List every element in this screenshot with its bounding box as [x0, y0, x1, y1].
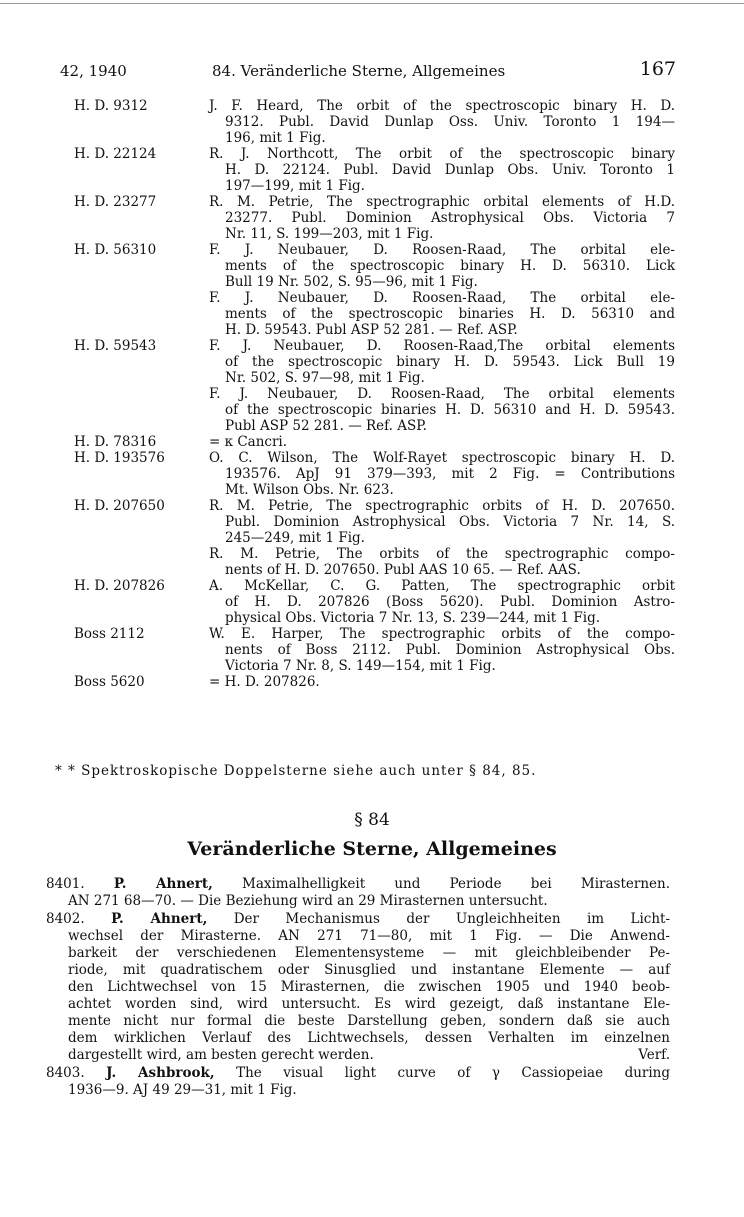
abstract-line: barkeit der verschiedenen Elementensysteme — mit gleichbleibender Pe- — [68, 945, 670, 961]
author-signature: Verf. — [638, 1047, 670, 1063]
abstract-item — [46, 876, 670, 910]
reference-line: = κ Cancri. — [209, 434, 288, 450]
abstract-line: den Lichtwechsel von 15 Mirasternen, die zwischen 1905 und 1940 beob- — [68, 979, 670, 995]
reference-line: J. F. Heard, The orbit of the spectroscopic binary H. D. — [209, 98, 675, 114]
star-designation: Boss 5620 — [74, 674, 145, 690]
reference-line: O. C. Wilson, The Wolf-Rayet spectroscopic binary H. D. — [209, 450, 675, 466]
reference-text — [209, 386, 675, 434]
reference-text — [209, 498, 675, 546]
abstract-line: riode, mit quadratischem oder Sinusglied und instantane Elemente — auf — [68, 962, 670, 978]
volume-label: 42, 1940 — [60, 62, 127, 80]
abstract-number: 8403. — [46, 1065, 85, 1081]
reference-line: F. J. Neubauer, D. Roosen-Raad, The orbital elements — [209, 386, 675, 402]
star-designation: H. D. 23277 — [74, 194, 157, 210]
reference-line: Nr. 11, S. 199—203, mit 1 Fig. — [225, 226, 434, 242]
reference-text — [209, 242, 675, 290]
abstract-line: dargestellt wird, am besten gerecht werden. Verf. — [68, 1047, 670, 1063]
reference-line: 197—199, mit 1 Fig. — [225, 178, 365, 194]
star-designation: Boss 2112 — [74, 626, 145, 642]
reference-line: F. J. Neubauer, D. Roosen-Raad, The orbital ele- — [209, 242, 675, 258]
reference-line: 196, mit 1 Fig. — [225, 130, 326, 146]
reference-line: physical Obs. Victoria 7 Nr. 13, S. 239—244, mit 1 Fig. — [225, 610, 601, 626]
abstract-first-line — [46, 876, 670, 893]
star-designation: H. D. 207826 — [74, 578, 165, 594]
abstract-item — [46, 1065, 670, 1099]
abstract-line: achtet worden sind, wird untersucht. Es wird gezeigt, daß instantane Ele- — [68, 996, 670, 1012]
abstract-first-line — [46, 911, 670, 928]
reference-text — [209, 146, 675, 194]
abstract-line: AN 271 68—70. — Die Beziehung wird an 29 Mirasternen untersucht. — [68, 893, 548, 909]
reference-line: = H. D. 207826. — [209, 674, 320, 690]
reference-line: Mt. Wilson Obs. Nr. 623. — [225, 482, 394, 498]
entry-row — [60, 498, 676, 546]
reference-line: F. J. Neubauer, D. Roosen-Raad,The orbital elements — [209, 338, 675, 354]
abstract-author: J. Ashbrook, — [106, 1065, 215, 1081]
top-rule — [0, 3, 744, 4]
reference-line: of the spectroscopic binaries H. D. 56310 and H. D. 59543. — [225, 402, 675, 418]
reference-line: H. D. 22124. Publ. David Dunlap Obs. Univ. Toronto 1 — [225, 162, 675, 178]
reference-text — [209, 626, 675, 674]
star-designation: H. D. 9312 — [74, 98, 148, 114]
reference-text — [209, 450, 675, 498]
reference-line: R. J. Northcott, The orbit of the spectroscopic binary — [209, 146, 675, 162]
star-designation: H. D. 56310 — [74, 242, 157, 258]
abstract-first-line — [46, 1065, 670, 1082]
reference-line: nents of H. D. 207650. Publ AAS 10 65. — Ref. AAS. — [225, 562, 581, 578]
reference-line: Bull 19 Nr. 502, S. 95—96, mit 1 Fig. — [225, 274, 478, 290]
reference-line: R. M. Petrie, The spectrographic orbits of H. D. 207650. — [209, 498, 675, 514]
reference-line: ments of the spectroscopic binary H. D. 56310. Lick — [225, 258, 675, 274]
footnote: * * Spektroskopische Doppelsterne siehe auch unter § 84, 85. — [55, 763, 537, 779]
entry-row — [60, 242, 676, 290]
entry-row — [60, 434, 676, 450]
reference-text — [209, 434, 675, 450]
abstract-author: P. Ahnert, — [111, 911, 208, 927]
abstract-line: dem wirklichen Verlauf des Lichtwechsels, dessen Verhalten im einzelnen — [68, 1030, 670, 1046]
entry-row — [60, 546, 676, 578]
abstract-line: 1936—9. AJ 49 29—31, mit 1 Fig. — [68, 1082, 297, 1098]
abstract-line-text: Der Mechanismus der Ungleichheiten im Licht- — [233, 911, 671, 927]
entry-row — [60, 338, 676, 386]
reference-line: Victoria 7 Nr. 8, S. 149—154, mit 1 Fig. — [225, 658, 496, 674]
reference-text — [209, 338, 675, 386]
abstract-list — [46, 876, 670, 1100]
page-number: 167 — [639, 58, 676, 80]
section-title: Veränderliche Sterne, Allgemeines — [187, 838, 557, 860]
entry-row — [60, 146, 676, 194]
abstract-line: mente nicht nur formal die beste Darstellung geben, sondern daß sie auch — [68, 1013, 670, 1029]
reference-line: 9312. Publ. David Dunlap Oss. Univ. Toronto 1 194— — [225, 114, 675, 130]
running-title: 84. Veränderliche Sterne, Allgemeines — [212, 62, 506, 80]
reference-line: 23277. Publ. Dominion Astrophysical Obs. Victoria 7 — [225, 210, 675, 226]
star-designation: H. D. 78316 — [74, 434, 157, 450]
reference-line: Publ. Dominion Astrophysical Obs. Victoria 7 Nr. 14, S. — [225, 514, 675, 530]
reference-line: W. E. Harper, The spectrographic orbits of the compo- — [209, 626, 675, 642]
reference-line: Nr. 502, S. 97—98, mit 1 Fig. — [225, 370, 425, 386]
reference-text — [209, 546, 675, 578]
reference-line: of H. D. 207826 (Boss 5620). Publ. Dominion Astro- — [225, 594, 675, 610]
binary-star-list — [60, 98, 676, 690]
reference-text — [209, 290, 675, 338]
reference-text — [209, 98, 675, 146]
star-designation: H. D. 193576 — [74, 450, 165, 466]
abstract-item — [46, 911, 670, 1064]
entry-row — [60, 450, 676, 498]
reference-text — [209, 674, 675, 690]
abstract-line: wechsel der Mirasterne. AN 271 71—80, mit 1 Fig. — Die Anwend- — [68, 928, 670, 944]
star-designation: H. D. 59543 — [74, 338, 157, 354]
reference-line: R. M. Petrie, The spectrographic orbital elements of H.D. — [209, 194, 675, 210]
reference-line: nents of Boss 2112. Publ. Dominion Astrophysical Obs. — [225, 642, 675, 658]
star-designation: H. D. 22124 — [74, 146, 157, 162]
entry-row — [60, 98, 676, 146]
reference-line: ments of the spectroscopic binaries H. D. 56310 and — [225, 306, 675, 322]
abstract-line-text: Maximalhelligkeit und Periode bei Mirasternen. — [242, 876, 670, 892]
abstract-author: P. Ahnert, — [113, 876, 213, 892]
entry-row — [60, 578, 676, 626]
reference-line: Publ ASP 52 281. — Ref. ASP. — [225, 418, 427, 434]
reference-line: 245—249, mit 1 Fig. — [225, 530, 365, 546]
entry-row — [60, 674, 676, 690]
entry-row — [60, 626, 676, 674]
entry-row — [60, 194, 676, 242]
section-number: § 84 — [354, 810, 390, 830]
reference-line: of the spectroscopic binary H. D. 59543. Lick Bull 19 — [225, 354, 675, 370]
entry-row — [60, 386, 676, 434]
reference-line: 193576. ApJ 91 379—393, mit 2 Fig. = Contributions — [225, 466, 675, 482]
page-header — [60, 58, 676, 84]
reference-text — [209, 578, 675, 626]
entry-row — [60, 290, 676, 338]
reference-line: F. J. Neubauer, D. Roosen-Raad, The orbital ele- — [209, 290, 675, 306]
abstract-number: 8402. — [46, 911, 85, 927]
star-designation: H. D. 207650 — [74, 498, 165, 514]
reference-text — [209, 194, 675, 242]
reference-line: H. D. 59543. Publ ASP 52 281. — Ref. ASP. — [225, 322, 518, 338]
reference-line: R. M. Petrie, The orbits of the spectrographic compo- — [209, 546, 675, 562]
abstract-line-text: The visual light curve of γ Cassiopeiae during — [236, 1065, 671, 1081]
abstract-number: 8401. — [46, 876, 85, 892]
reference-line: A. McKellar, C. G. Patten, The spectrographic orbit — [209, 578, 675, 594]
